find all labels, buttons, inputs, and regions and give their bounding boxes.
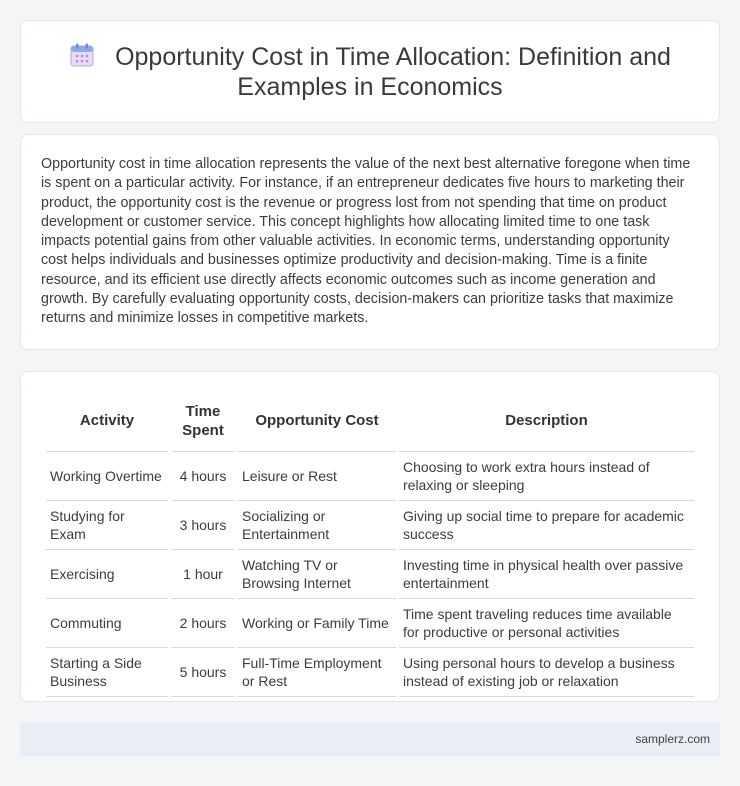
cell-time-spent: 3 hours [171, 501, 235, 550]
cell-opportunity-cost: Leisure or Rest [238, 452, 396, 501]
cell-time-spent: 5 hours [171, 648, 235, 697]
cell-description: Using personal hours to develop a business instead of existing job or relaxation [399, 648, 694, 697]
cell-time-spent: 2 hours [171, 599, 235, 648]
title-card [20, 20, 720, 123]
cell-opportunity-cost: Working or Family Time [238, 599, 396, 648]
page-title [61, 42, 679, 102]
cell-opportunity-cost: Full-Time Employment or Rest [238, 648, 396, 697]
cell-activity: Working Overtime [46, 452, 168, 501]
table-row [46, 599, 694, 648]
table-row [46, 550, 694, 599]
page-title-text: Opportunity Cost in Time Allocation: Definition and Examples in Economics [115, 42, 671, 101]
header-description: Description [399, 392, 694, 452]
table-row [46, 452, 694, 501]
cell-opportunity-cost: Watching TV or Browsing Internet [238, 550, 396, 599]
header-time-spent: Time Spent [171, 392, 235, 452]
cell-description: Investing time in physical health over passive entertainment [399, 550, 694, 599]
cell-activity: Studying for Exam [46, 501, 168, 550]
calendar-icon [69, 42, 95, 68]
cell-opportunity-cost: Socializing or Entertainment [238, 501, 396, 550]
cell-description: Giving up social time to prepare for academic success [399, 501, 694, 550]
cell-time-spent: 1 hour [171, 550, 235, 599]
cell-description: Time spent traveling reduces time available for productive or personal activities [399, 599, 694, 648]
cell-activity: Commuting [46, 599, 168, 648]
table-header-row [46, 392, 694, 452]
description-card [20, 134, 720, 350]
opportunity-cost-table [43, 392, 697, 697]
description-text: Opportunity cost in time allocation represents the value of the next best alternative foregone when time is spent on a particular activity. For instance, if an entrepreneur dedicates five hours to marketing their product, the opportunity cost is the revenue or progress lost from not spending that time on product development or customer service. This concept highlights how allocating limited time to one task impacts potential gains from other valuable activities. In economic terms, understanding opportunity cost helps individuals and businesses optimize productivity and decision-making. Time is a finite resource, and its efficient use directly affects economic outcomes such as income generation and growth. By carefully evaluating opportunity costs, decision-makers can prioritize tasks that maximize returns and minimize losses in competitive markets. [41, 156, 691, 327]
cell-description: Choosing to work extra hours instead of relaxing or sleeping [399, 452, 694, 501]
table-card [20, 371, 720, 702]
cell-activity: Starting a Side Business [46, 648, 168, 697]
header-activity: Activity [46, 392, 168, 452]
footer [20, 722, 720, 756]
footer-site-link[interactable]: samplerz.com [635, 732, 710, 746]
cell-activity: Exercising [46, 550, 168, 599]
cell-time-spent: 4 hours [171, 452, 235, 501]
header-opportunity-cost: Opportunity Cost [238, 392, 396, 452]
table-row [46, 648, 694, 697]
table-row [46, 501, 694, 550]
